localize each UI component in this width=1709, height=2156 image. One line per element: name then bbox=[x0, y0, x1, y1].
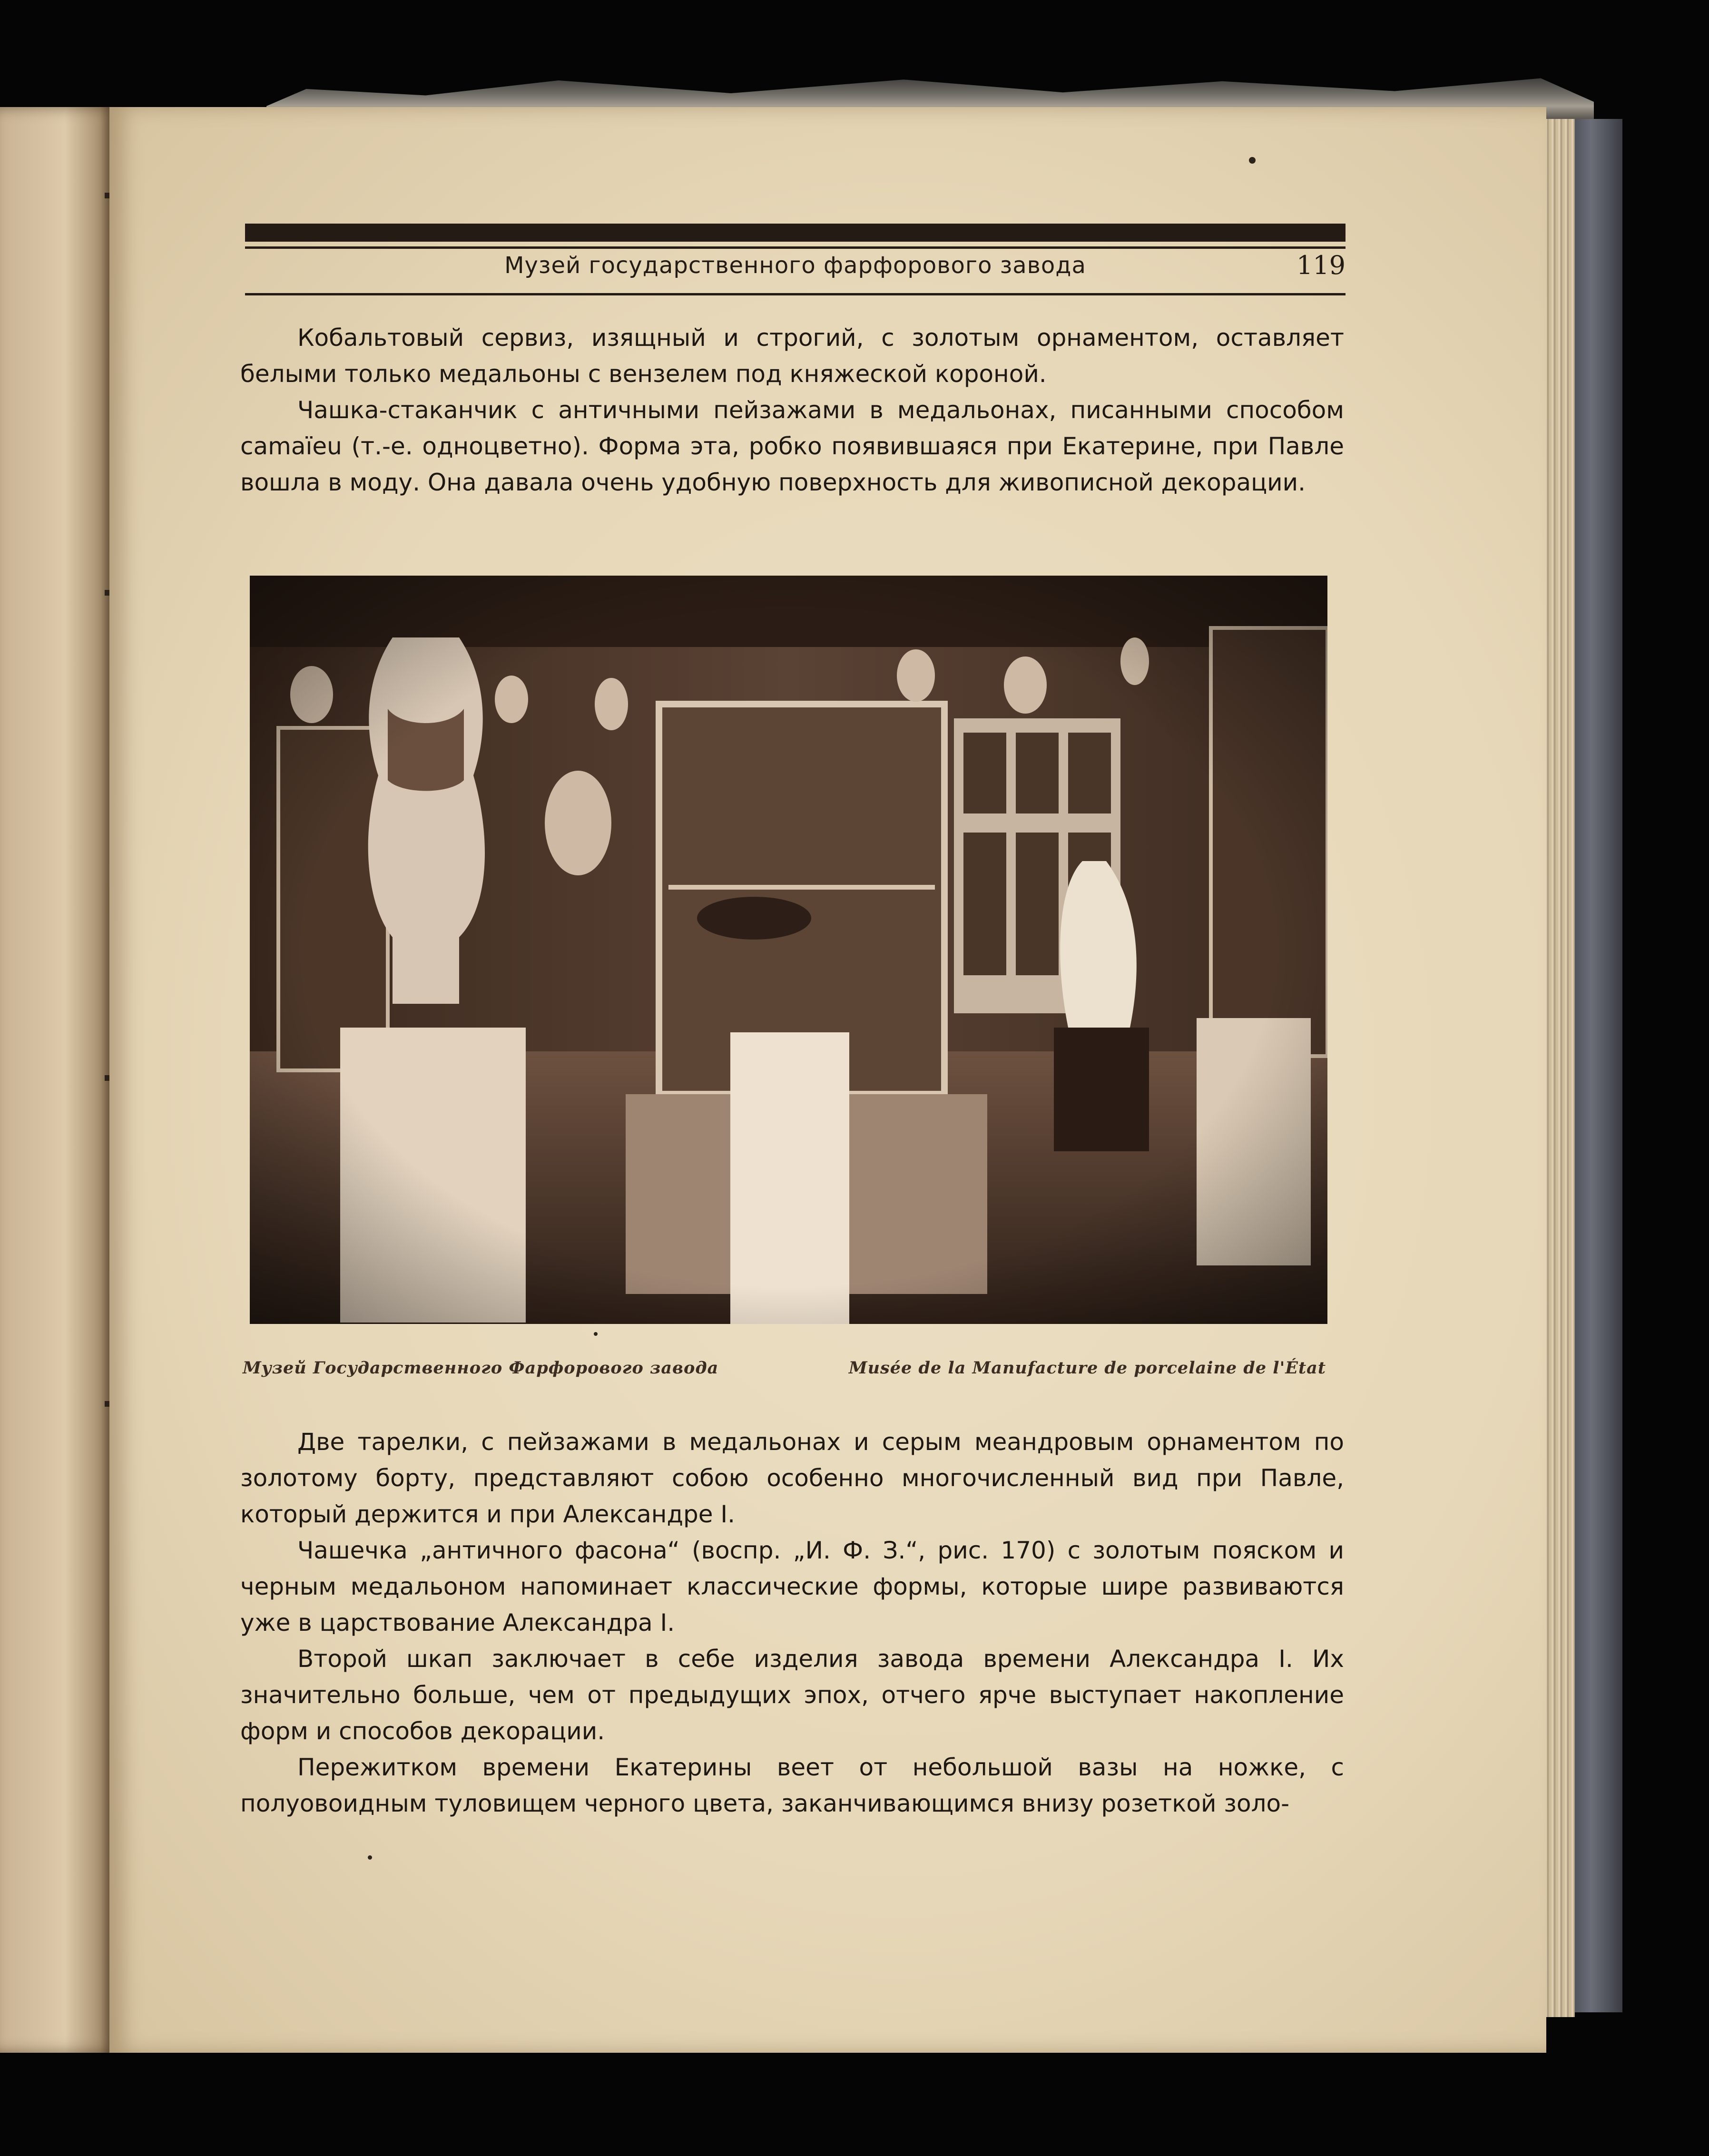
photo-caption-russian: Музей Государственного Фарфорового завода bbox=[243, 1358, 719, 1378]
book-cover-spine bbox=[1570, 119, 1622, 2012]
paragraph: Второй шкап заключает в себе изделия завода времени Александра I. Их значительно больше, чем от предыдущих эпох, отчего ярче выступает накопление форм и способов декорации. bbox=[240, 1645, 1344, 1745]
paragraph: Чашка-стаканчик с античными пейзажами в медальонах, писанными способом camaïeu (т.-е. одноцветно). Форма эта, робко появившаяся при Екатерине, при Павле вошла в моду. Она давала очень удобную поверхность для живописной декорации. bbox=[240, 396, 1344, 496]
paper-speck bbox=[368, 1855, 372, 1860]
paper-speck bbox=[594, 1332, 598, 1336]
running-head-title: Музей государственного фарфорового завода bbox=[504, 252, 1086, 279]
header-thin-rule-bottom bbox=[245, 293, 1346, 295]
paragraph: Чашечка „античного фасона“ (воспр. „И. Ф. З.“, рис. 170) с золотым пояском и черным медальоном напоминает классические формы, которые шире развиваются уже в царствование Александра I. bbox=[240, 1537, 1344, 1637]
paragraph: Пережитком времени Екатерины веет от небольшой вазы на ножке, с полуовоидным туловищем черного цвета, заканчивающимся внизу розеткой золо- bbox=[240, 1754, 1344, 1817]
text-block-top bbox=[240, 320, 1344, 500]
paper-speck bbox=[1249, 157, 1256, 164]
paragraph: Две тарелки, с пейзажами в медальонах и серым меандровым орнаментом по золотому борту, представляют собою особенно многочисленный вид при Павле, который держится и при Александре I. bbox=[240, 1428, 1344, 1528]
text-block-bottom bbox=[240, 1424, 1344, 1822]
museum-interior-image bbox=[250, 576, 1327, 1324]
running-head bbox=[245, 252, 1346, 285]
left-page-margin bbox=[0, 107, 118, 2053]
museum-photograph bbox=[250, 576, 1327, 1324]
paragraph: Кобальтовый сервиз, изящный и строгий, с золотым орнаментом, оставляет белыми только медальоны с вензелем под княжеской короной. bbox=[240, 324, 1344, 388]
page-number: 119 bbox=[1296, 250, 1346, 280]
header-thin-rule-top bbox=[245, 246, 1346, 249]
header-thick-rule bbox=[245, 224, 1346, 242]
photo-caption-french: Musée de la Manufacture de porcelaine de l'État bbox=[848, 1358, 1326, 1378]
